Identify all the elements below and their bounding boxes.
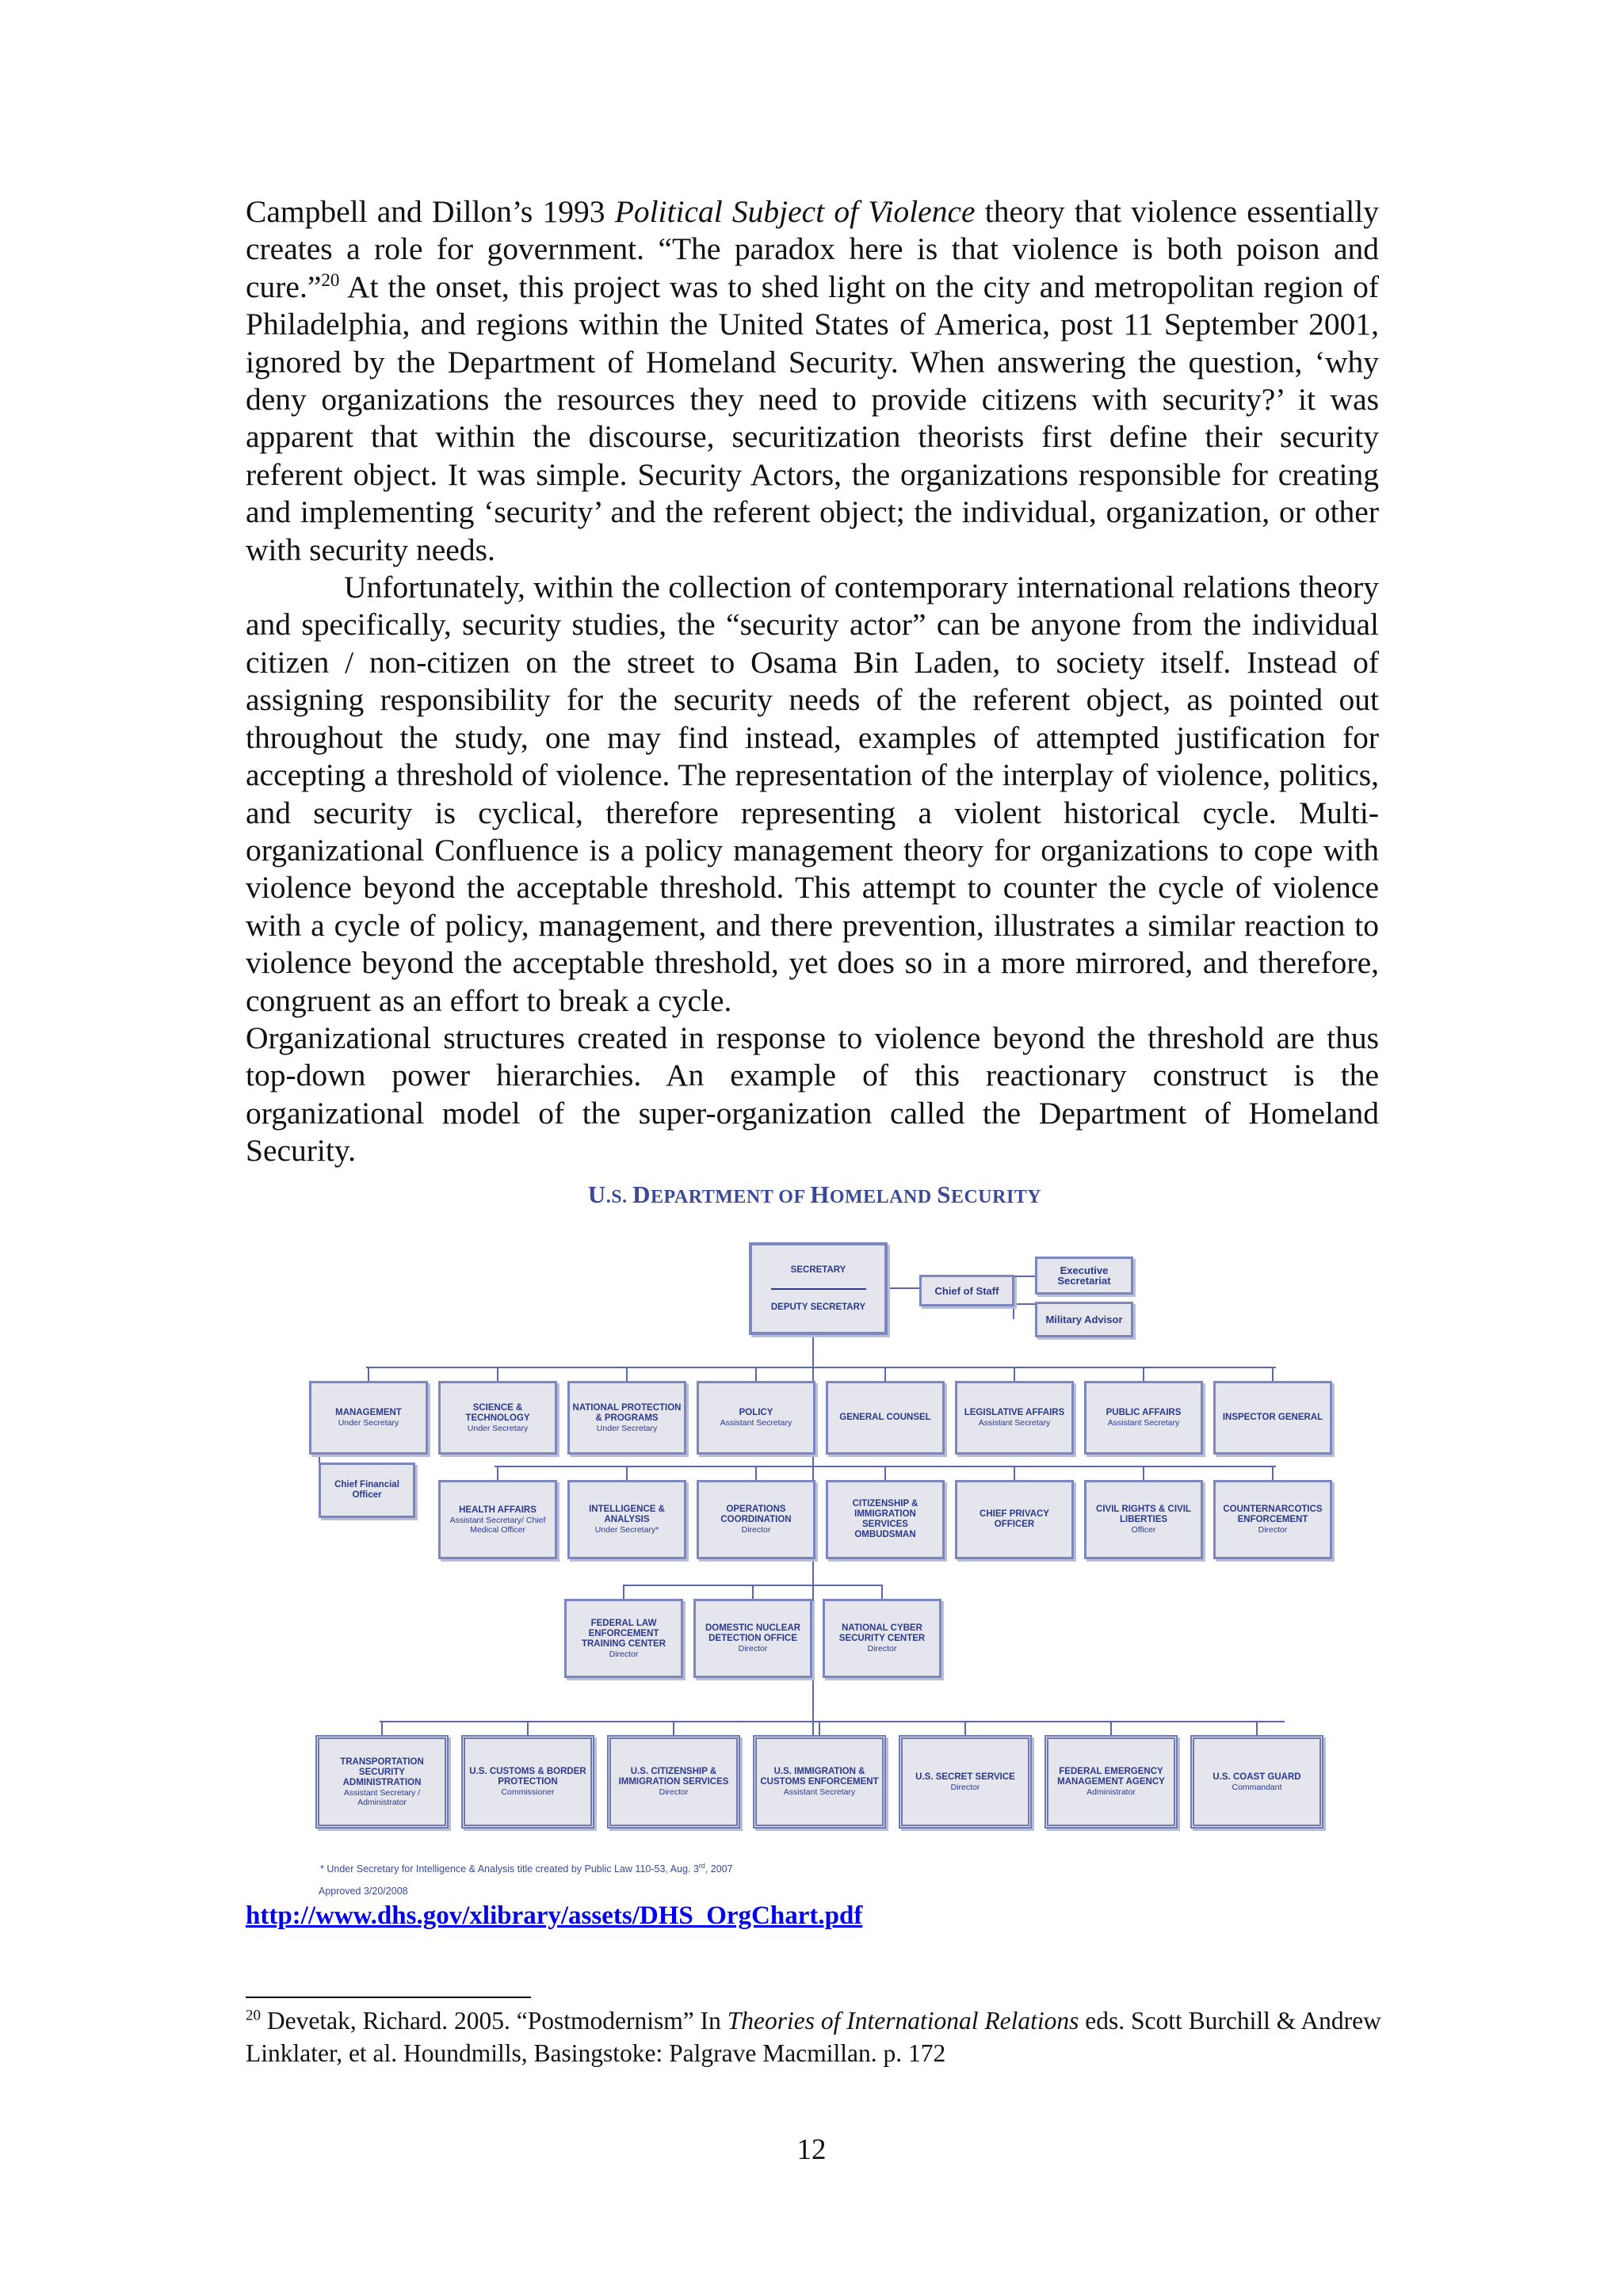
connector-line <box>964 1721 966 1735</box>
connector-line <box>755 1367 757 1381</box>
org-unit-title: LEGISLATIVE AFFAIRS <box>964 1408 1065 1417</box>
paragraph-1-rest: At the onset, this project was to shed light on the city and metropolitan region of Philadelphia, and regions within the United States of America, post 11 September 2001, ignored by the Department of Homeland Security. When answering the question, ‘why deny organizations the resources they need to provide citizens with security?’ it was apparent that within the discourse, securitization theorists first define their security referent object. It was simple. Security Actors, the organizations responsible for creating and implementing ‘security’ and the referent object; the individual, organization, or other with security needs. <box>246 269 1379 567</box>
connector-line <box>623 1585 624 1599</box>
connector-line <box>1272 1367 1274 1381</box>
paragraph-3: Organizational structures created in response to violence beyond the threshold are thus top-down power hierarchies. An example of this reactionary construct is the organizational model of the super-organization called the Department of Homeland Security. <box>246 1020 1379 1169</box>
connector-line <box>497 1367 498 1381</box>
org-unit-title: PUBLIC AFFAIRS <box>1106 1408 1182 1417</box>
org-chart-title: U.S. DEPARTMENT OF HOMELAND SECURITY <box>587 1180 1042 1208</box>
org-unit-title: CITIZENSHIP & IMMIGRATION SERVICES OMBUDSMAN <box>852 1499 918 1539</box>
secretary-label: SECRETARY <box>790 1264 846 1275</box>
connector-line <box>884 1466 886 1480</box>
connector-line <box>755 1466 757 1480</box>
connector-line <box>1256 1721 1258 1735</box>
footnote-divider <box>246 1997 531 1998</box>
org-unit-subtitle: Under Secretary* <box>594 1525 659 1535</box>
footnote-number: 20 <box>246 2007 261 2024</box>
connector-line <box>752 1585 754 1599</box>
org-unit-subtitle: Commissioner <box>501 1787 555 1797</box>
org-unit-box[interactable] <box>697 1381 815 1455</box>
connector-line <box>1110 1721 1112 1735</box>
org-unit-title: GENERAL COUNSEL <box>839 1413 931 1422</box>
org-unit-box[interactable] <box>1084 1381 1203 1455</box>
org-unit-title: DOMESTIC NUCLEAR DETECTION OFFICE <box>705 1623 801 1643</box>
org-unit-title: CIVIL RIGHTS & CIVIL LIBERTIES <box>1096 1505 1191 1524</box>
chart-footnote: * Under Secretary for Intelligence & Analysis title created by Public Law 110-53, Aug. 3rd, 2007 <box>320 1862 733 1875</box>
org-unit-subtitle: Director <box>950 1782 980 1792</box>
page-number: 12 <box>796 2134 827 2166</box>
connector-line <box>1143 1367 1144 1381</box>
org-unit-subtitle: Director <box>738 1644 768 1653</box>
paragraph-1 <box>246 193 1379 569</box>
org-unit-title: NATIONAL PROTECTION & PROGRAMS <box>572 1402 682 1423</box>
org-unit-box[interactable] <box>899 1735 1032 1829</box>
org-unit-box[interactable] <box>1084 1480 1203 1559</box>
org-unit-title: FEDERAL LAW ENFORCEMENT TRAINING CENTER <box>581 1618 666 1649</box>
org-unit-subtitle: Assistant Secretary <box>1107 1418 1180 1428</box>
org-unit-subtitle: Assistant Secretary <box>720 1418 792 1428</box>
org-unit-box[interactable] <box>693 1599 812 1678</box>
org-unit-subtitle: Under Secretary <box>338 1418 399 1428</box>
org-unit-title: U.S. SECRET SERVICE <box>915 1772 1015 1782</box>
org-unit-box[interactable] <box>1190 1735 1323 1829</box>
org-unit-box[interactable] <box>697 1480 815 1559</box>
connector-line <box>1143 1466 1144 1480</box>
org-unit-box[interactable] <box>955 1381 1074 1455</box>
org-unit-title: NATIONAL CYBER SECURITY CENTER <box>838 1623 926 1643</box>
org-unit-box[interactable] <box>1213 1480 1332 1559</box>
org-unit-box[interactable] <box>1044 1735 1178 1829</box>
org-unit-box[interactable] <box>315 1735 449 1829</box>
secretary-box[interactable] <box>749 1242 888 1335</box>
connector-line <box>366 1367 1276 1368</box>
org-unit-title: MANAGEMENT <box>335 1408 402 1417</box>
org-unit-title: POLICY <box>739 1408 773 1417</box>
connector-line <box>819 1721 820 1735</box>
military-advisor-box[interactable]: Military Advisor <box>1035 1302 1133 1337</box>
org-unit-subtitle: Director <box>609 1649 639 1659</box>
executive-secretariat-box[interactable]: Executive Secretariat <box>1035 1257 1133 1295</box>
org-unit-title: FEDERAL EMERGENCY MANAGEMENT AGENCY <box>1057 1767 1165 1787</box>
org-unit-title: INSPECTOR GENERAL <box>1222 1413 1323 1422</box>
org-unit-box[interactable] <box>564 1599 683 1678</box>
org-unit-subtitle: Assistant Secretary/ Chief Medical Officer <box>449 1515 546 1535</box>
org-unit-subtitle: Director <box>1258 1525 1288 1535</box>
org-unit-title: U.S. CUSTOMS & BORDER PROTECTION <box>469 1767 586 1787</box>
org-unit-box[interactable] <box>461 1735 594 1829</box>
connector-line <box>673 1721 674 1735</box>
org-unit-box[interactable] <box>438 1480 557 1559</box>
connector-line <box>626 1367 628 1381</box>
org-unit-box[interactable] <box>753 1735 886 1829</box>
org-unit-box[interactable] <box>955 1480 1074 1559</box>
paragraph-1-quote: theory that violence essentially creates a role for government. “The paradox here is that violence is both poison and cure.” <box>246 194 1379 304</box>
org-unit-subtitle: Under Secretary <box>596 1423 658 1433</box>
connector-line <box>1014 1367 1015 1381</box>
org-unit-box[interactable] <box>826 1381 945 1455</box>
org-unit-box[interactable] <box>309 1381 428 1455</box>
chart-approved-date: Approved 3/20/2008 <box>319 1886 408 1897</box>
chief-of-staff-box[interactable]: Chief of Staff <box>919 1275 1014 1306</box>
org-unit-subtitle: Assistant Secretary <box>978 1418 1051 1428</box>
org-unit-title: INTELLIGENCE & ANALYSIS <box>589 1505 665 1524</box>
org-unit-title: U.S. COAST GUARD <box>1212 1772 1301 1782</box>
secretary-divider <box>771 1288 866 1290</box>
org-unit-subtitle: Commandant <box>1232 1782 1282 1792</box>
connector-line <box>497 1466 498 1480</box>
org-unit-subtitle: Officer <box>1131 1525 1156 1535</box>
org-unit-box[interactable] <box>567 1381 686 1455</box>
org-unit-box[interactable] <box>567 1480 686 1559</box>
connector-line <box>1014 1466 1015 1480</box>
org-unit-title: U.S. IMMIGRATION & CUSTOMS ENFORCEMENT <box>760 1767 879 1787</box>
org-unit-title: HEALTH AFFAIRS <box>459 1505 537 1515</box>
org-unit-subtitle: Assistant Secretary <box>783 1787 856 1797</box>
paragraph-1-text: Campbell and Dillon’s 1993 <box>246 194 615 229</box>
org-unit-title: TRANSPORTATION SECURITY ADMINISTRATION <box>340 1756 424 1787</box>
org-chart-source-link[interactable]: http://www.dhs.gov/xlibrary/assets/DHS_OrgChart.pdf <box>246 1901 863 1930</box>
footnote-20: $^{20}$ Devetak, Richard. 2005. “Postmodernism” In Theories of International Relations eds. Scott Burchill & Andrew Linklater, et al. Houndmills, Basingstoke: Palgrave Macmillan. p. 172 <box>246 2007 1381 2067</box>
deputy-secretary-label: DEPUTY SECRETARY <box>770 1302 866 1312</box>
org-unit-title: SCIENCE & TECHNOLOGY <box>465 1402 530 1423</box>
org-unit-box[interactable] <box>826 1480 945 1559</box>
chief-financial-officer-box[interactable]: Chief Financial Officer <box>319 1463 415 1518</box>
org-unit-title: OPERATIONS COORDINATION <box>720 1505 792 1524</box>
org-unit-box[interactable] <box>823 1599 941 1678</box>
org-unit-subtitle: Director <box>659 1787 689 1797</box>
org-unit-title: U.S. CITIZENSHIP & IMMIGRATION SERVICES <box>618 1767 729 1787</box>
connector-line <box>626 1466 628 1480</box>
org-unit-box[interactable] <box>1213 1381 1332 1455</box>
connector-line <box>368 1367 369 1381</box>
connector-line <box>381 1721 383 1735</box>
connector-line <box>527 1721 529 1735</box>
org-unit-box[interactable] <box>607 1735 740 1829</box>
org-unit-subtitle: Director <box>867 1644 897 1653</box>
org-unit-subtitle: Under Secretary <box>467 1423 529 1433</box>
connector-line <box>1013 1276 1035 1277</box>
org-unit-subtitle: Administrator <box>1086 1787 1136 1797</box>
org-unit-box[interactable] <box>438 1381 557 1455</box>
body-text <box>246 193 1379 1170</box>
org-unit-title: COUNTERNARCOTICS ENFORCEMENT <box>1223 1505 1323 1524</box>
connector-line <box>380 1721 1285 1722</box>
book-title: Political Subject of Violence <box>614 194 976 229</box>
footnote-reference[interactable]: 20 <box>321 269 340 290</box>
paragraph-2: Unfortunately, within the collection of contemporary international relations theory and specifically, security studies, the “security actor” can be anyone from the individual citizen / non-citizen on the street to Osama Bin Laden, to society itself. Instead of assigning responsibility for the security needs of the referent object, as pointed out throughout the study, one may find instead, examples of attempted justification for accepting a threshold of violence. The representation of the interplay of violence, politics, and security is cyclical, therefore representing a violent historical cycle. Multi-organizational Confluence is a policy management theory for organizations to cope with violence beyond the acceptable threshold. This attempt to counter the cycle of violence with a cycle of policy, management, and there prevention, illustrates a similar reaction to violence beyond the acceptable threshold, yet does so in a more mirrored, and therefore, congruent as an effort to break a cycle. <box>246 570 1379 1018</box>
connector-line <box>881 1585 883 1599</box>
org-unit-title: CHIEF PRIVACY OFFICER <box>980 1509 1049 1529</box>
footnote-book-title: Theories of International Relations <box>727 2007 1079 2035</box>
org-unit-subtitle: Director <box>741 1525 771 1535</box>
connector-line <box>884 1367 886 1381</box>
connector-line <box>319 1455 320 1463</box>
connector-line <box>1013 1303 1035 1305</box>
connector-line <box>1272 1466 1274 1480</box>
org-unit-subtitle: Assistant Secretary / Administrator <box>343 1787 421 1807</box>
